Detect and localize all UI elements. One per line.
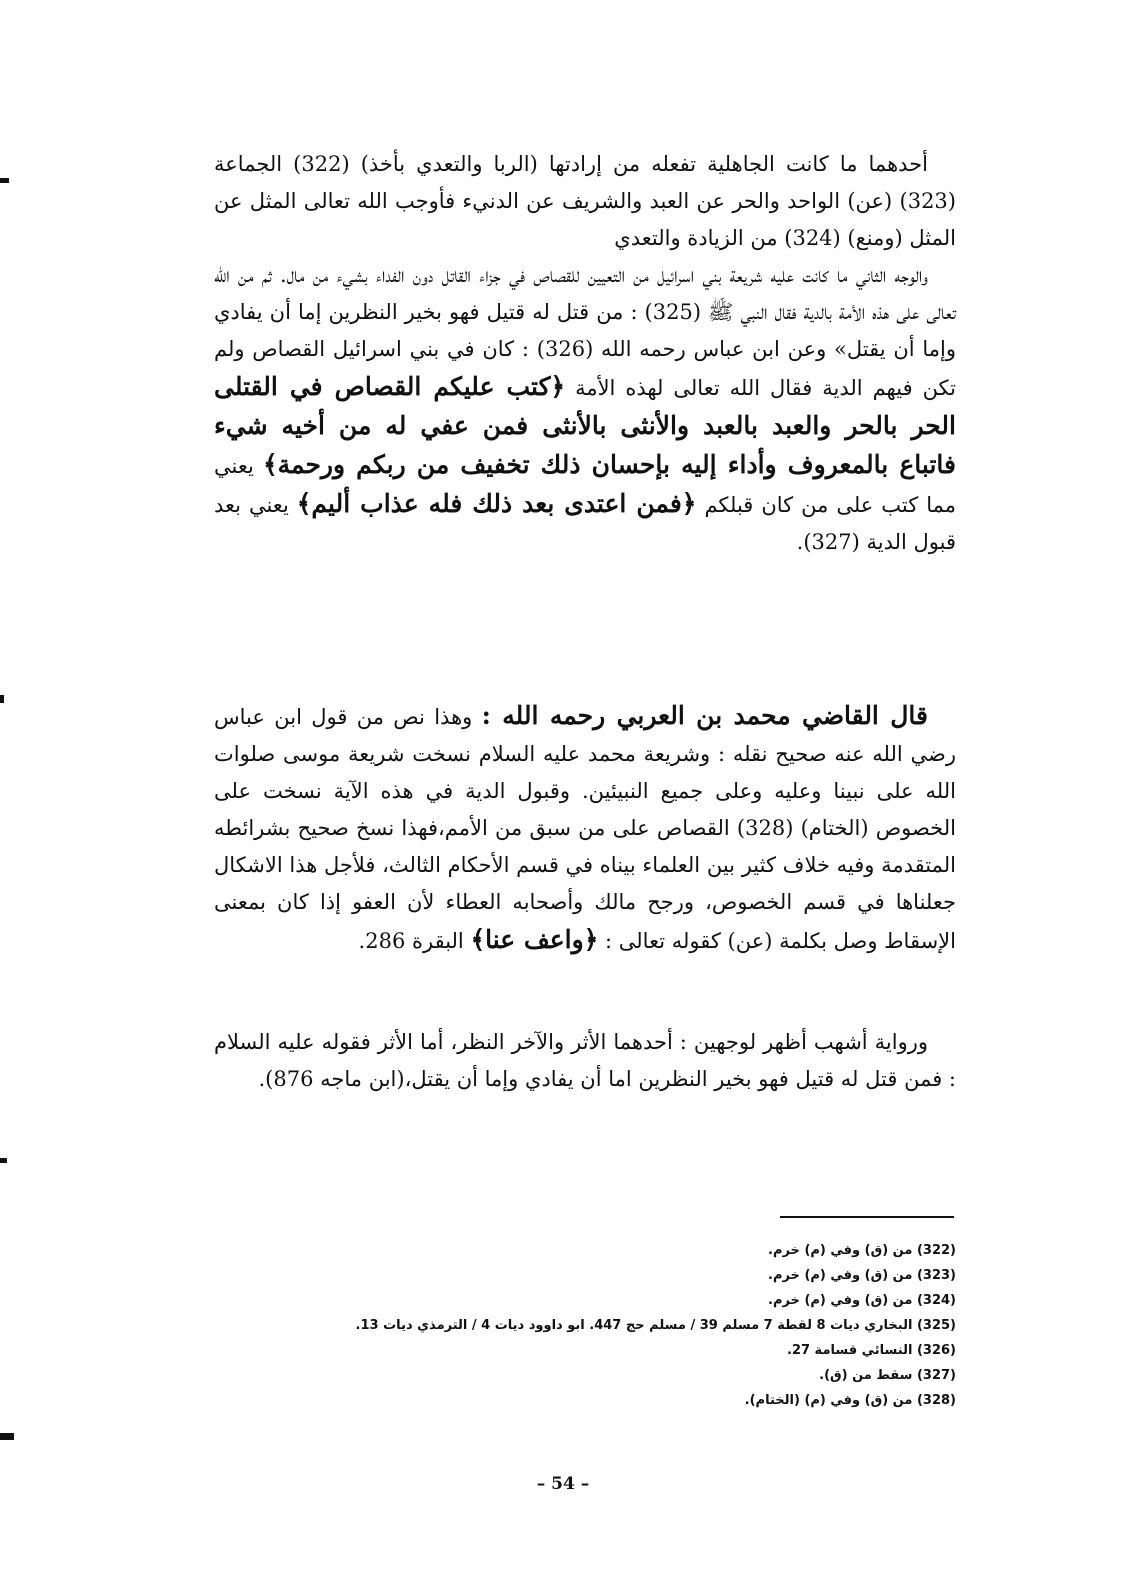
footnotes-list [214,1238,956,1413]
text-run: ورواية أشهب أظهر لوجهين : أحدهما الأثر والآخر النظر، أما الأثر فقوله عليه السلام : فمن قتل له قتيل فهو بخير النظرين اما أن يفادي وإما أن يقتل،(ابن ماجه 876). [214,1030,956,1091]
footnote-divider [780,1216,954,1218]
page-number: – 54 – [536,1474,590,1494]
paragraph-text [214,697,956,960]
text-run: يعني مما كتب على من كان قبلكم [214,454,956,517]
footnote-item: (328) من (ق) وفي (م) (الختام). [744,1393,956,1408]
paragraph-text [214,146,956,561]
footnote-item: (327) سقط من (ق). [819,1368,956,1383]
bold-text-run: قال القاضي محمد بن العربي رحمه الله : [481,701,928,730]
text-run: يعني بعد قبول الدية (327). [214,493,956,554]
footnote-item: (326) النسائي قسامة 27. [786,1343,956,1358]
text-run: أحدهما ما كانت الجاهلية تفعله من إرادتها (الربا والتعدي بأخذ) (322) الجماعة (323) (عن) الواحد والحر عن العبد والشريف عن الدنيء فأوجب الله تعالى المثل عن المثل (ومنع) (324) من الزيادة والتعدي [214,152,956,250]
scan-edge-mark [0,695,4,703]
bold-text-run: ﴿فمن اعتدى بعد ذلك فله عذاب أليم﴾ [296,489,697,518]
footnote-item: (323) من (ق) وفي (م) خرم. [768,1268,956,1283]
text-run: البقرة 286. [358,929,471,953]
body-paragraph-2 [214,697,956,960]
scan-edge-mark [0,1433,14,1440]
footnote-item: (325) البخاري ديات 8 لقطة 7 مسلم 39 / مسلم حج 447. ابو داوود ديات 4 / الترمذي ديات 13. [355,1318,956,1333]
body-paragraph-3 [214,1024,956,1098]
text-run: والوجه الثاني ما كانت عليه شريعة بني اسرائيل من التعيين للقصاص في جزاء القاتل دون الفداء بشيء من مال. ثم من الله تعالى على هذه الأمة بالدية فقال النبي ﷺ (325) : من قتل له قتيل فهو بخير النظرين إما أن يفادي وإما أن يقتل» وعن ابن عباس رحمه الله (326) : كان في بني اسرائيل القصاص ولم تكن فيهم الدية فقال الله تعالى لهذه الأمة [214,263,957,400]
footnote-item: (322) من (ق) وفي (م) خرم. [768,1243,956,1258]
scan-edge-mark [0,1158,7,1163]
footnote-item: (324) من (ق) وفي (م) خرم. [768,1293,956,1308]
body-paragraph-1 [214,146,956,561]
text-run: وهذا نص من قول ابن عباس رضي الله عنه صحيح نقله : وشريعة محمد عليه السلام نسخت شريعة موسى صلوات الله على نبينا وعليه وعلى جميع النبيئين. وقبول الدية في هذه الآية نسخت على الخصوص (الختام) (328) القصاص على من سبق من الأمم،فهذا نسخ صحيح بشرائطه المتقدمة وفيه خلاف كثير بين العلماء بيناه في قسم الأحكام الثالث، فلأجل هذا الاشكال جعلناها في قسم الخصوص، ورجح مالك وأصحابه العطاء لأن العفو إذا كان بمعنى الإسقاط وصل بكلمة (عن) كقوله تعالى : [214,705,956,953]
bold-text-run: ﴿كتب عليكم القصاص في القتلى الحر بالحر والعبد بالعبد والأنثى بالأنثى فمن عفي له من أخيه شيء فاتباع بالمعروف وأداء إليه بإحسان ذلك تخفيف من ربكم ورحمة﴾ [214,372,956,479]
paragraph-text [214,1024,956,1098]
scan-edge-mark [0,178,9,183]
bold-text-run: ﴿واعف عنا﴾ [470,925,599,954]
